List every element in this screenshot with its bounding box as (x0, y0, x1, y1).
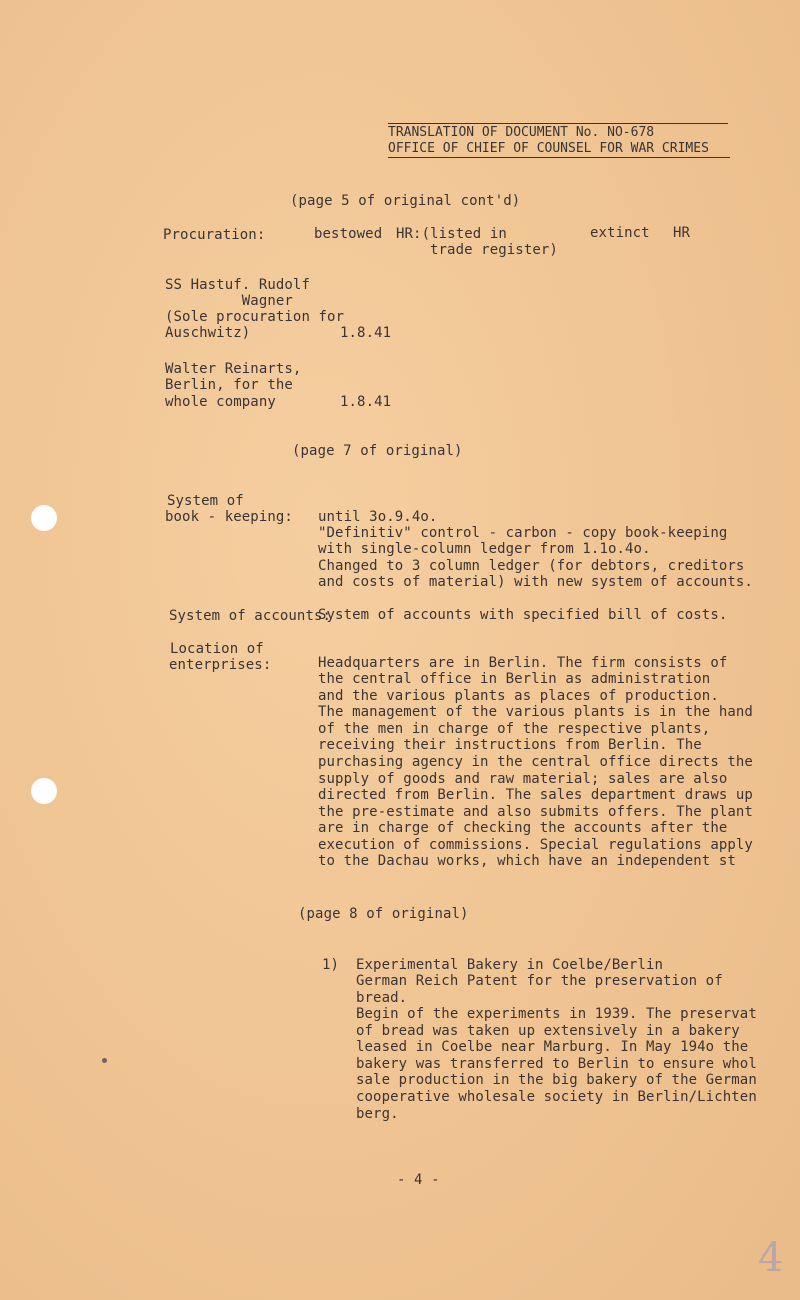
item-number: 1) (322, 957, 340, 973)
item-text-line: cooperative wholesale society in Berlin/Lichten (356, 1089, 757, 1105)
bookkeeping-text-line: "Definitiv" control - carbon - copy book-keeping (318, 525, 728, 541)
procuration-entry-2-line: Berlin, for the (165, 377, 293, 393)
location-text-line: of the men in charge of the respective plants, (318, 721, 711, 737)
page-heading: (page 7 of original) (292, 443, 463, 459)
procuration-entry-2-line: whole company (165, 394, 276, 410)
page-heading: (page 8 of original) (298, 906, 469, 922)
page-number: - 4 - (397, 1172, 440, 1188)
item-text-line: of bread was taken up extensively in a bakery (356, 1023, 740, 1039)
location-text-line: the pre-estimate and also submits offers. The plant (318, 804, 753, 820)
procuration-entry-1-line: (Sole procuration for (165, 309, 345, 325)
procuration-extinct-hr: HR (673, 225, 691, 241)
procuration-extinct: extinct (590, 225, 650, 241)
location-text-line: execution of commissions. Special regulations apply (318, 837, 753, 853)
page-heading: (page 5 of original cont'd) (290, 193, 521, 209)
bookkeeping-text-line: Changed to 3 column ledger (for debtors, creditors (318, 558, 745, 574)
location-text-line: to the Dachau works, which have an independent st (318, 853, 736, 869)
location-text-line: and the various plants as places of production. (318, 688, 719, 704)
bookkeeping-text-line: and costs of material) with new system of accounts. (318, 574, 753, 590)
item-text-line: sale production in the big bakery of the German (356, 1072, 757, 1088)
procuration-hr-line2: trade register) (430, 242, 558, 258)
header-translation-line: TRANSLATION OF DOCUMENT No. NO-678 (388, 125, 655, 140)
procuration-entry-2-date: 1.8.41 (340, 394, 392, 410)
location-text-line: are in charge of checking the accounts after the (318, 820, 728, 836)
handwritten-page-mark: 4 (758, 1235, 784, 1281)
procuration-bestowed: bestowed (314, 226, 383, 242)
procuration-label: Procuration: (163, 227, 266, 243)
location-text-line: The management of the various plants is in the hand (318, 704, 753, 720)
bookkeeping-label: book - keeping: (165, 509, 293, 525)
punch-hole (31, 778, 57, 804)
header-office-line: OFFICE OF CHIEF OF COUNSEL FOR WAR CRIMES (388, 141, 709, 156)
procuration-entry-1-line: SS Hastuf. Rudolf (165, 277, 310, 293)
location-label: enterprises: (169, 657, 272, 673)
item-text-line: bread. (356, 990, 408, 1006)
location-text-line: supply of goods and raw material; sales are also (318, 771, 728, 787)
bookkeeping-text-line: with single-column ledger from 1.1o.4o. (318, 541, 651, 557)
bookkeeping-label: System of (167, 493, 244, 509)
procuration-entry-2-line: Walter Reinarts, (165, 361, 302, 377)
procuration-entry-1-line: Wagner (165, 293, 293, 309)
procuration-entry-1-date: 1.8.41 (340, 325, 392, 341)
bookkeeping-text-line: until 3o.9.4o. (318, 509, 438, 525)
location-text-line: Headquarters are in Berlin. The firm consists of (318, 655, 728, 671)
punch-hole (31, 505, 57, 531)
header-bottom-rule (388, 157, 730, 158)
item-text-line: berg. (356, 1106, 399, 1122)
item-text-line: German Reich Patent for the preservation of (356, 973, 723, 989)
item-text-line: bakery was transferred to Berlin to ensure whol (356, 1056, 757, 1072)
ink-spot (102, 1058, 107, 1063)
item-text-line: Begin of the experiments in 1939. The preservat (356, 1006, 757, 1022)
item-text-line: Experimental Bakery in Coelbe/Berlin (356, 957, 664, 973)
location-label: Location of (170, 641, 264, 657)
header-top-rule (388, 123, 728, 124)
location-text-line: directed from Berlin. The sales department draws up (318, 787, 753, 803)
procuration-entry-1-line: Auschwitz) (165, 325, 251, 341)
accounts-text: System of accounts with specified bill of costs. (318, 607, 728, 623)
location-text-line: receiving their instructions from Berlin. The (318, 737, 702, 753)
location-text-line: purchasing agency in the central office directs the (318, 754, 753, 770)
accounts-label: System of accounts: (169, 608, 332, 624)
item-text-line: leased in Coelbe near Marburg. In May 194o the (356, 1039, 749, 1055)
procuration-hr-line1: HR:(listed in (396, 226, 507, 242)
location-text-line: the central office in Berlin as administration (318, 671, 711, 687)
